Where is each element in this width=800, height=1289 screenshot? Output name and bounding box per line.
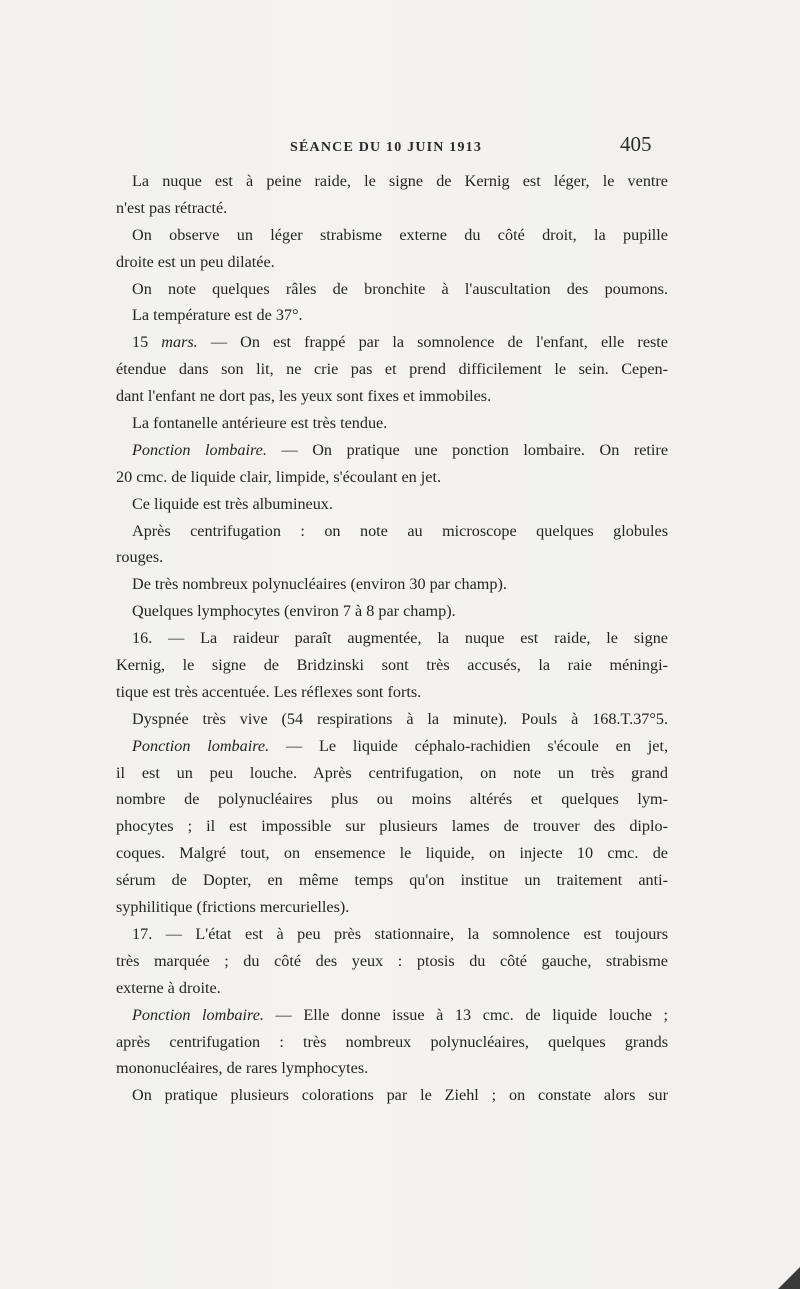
text-run: De très nombreux polynucléaires (environ 30 par champ). (132, 575, 507, 594)
text-run: Après centrifugation : on note au microscope quelques globules (132, 521, 668, 540)
text-run: La fontanelle antérieure est très tendue. (132, 414, 388, 433)
body-text (116, 168, 668, 1109)
text-run: La nuque est à peine raide, le signe de Kernig est léger, le ventre (132, 172, 668, 190)
text-line (116, 867, 668, 894)
text-run: n'est pas rétracté. (116, 198, 228, 217)
text-line (116, 733, 668, 760)
italic-run: Ponction lombaire. (132, 1005, 264, 1024)
text-run: droite est un peu dilatée. (116, 252, 275, 271)
text-line (116, 491, 668, 518)
text-line (116, 356, 668, 383)
text-run: il est un peu louche. Après centrifugation, on note un très grand (116, 763, 668, 782)
text-line (116, 410, 668, 437)
text-run: — On pratique une ponction lombaire. On retire (266, 440, 669, 459)
text-line (116, 276, 668, 303)
italic-run: mars. (161, 333, 198, 352)
text-run: — Le liquide céphalo-rachidien s'écoule en jet, (269, 736, 668, 755)
text-line (116, 571, 668, 598)
text-run: étendue dans son lit, ne crie pas et prend difficilement le sein. Cepen- (116, 360, 668, 379)
text-line (116, 894, 668, 921)
text-line (116, 302, 668, 329)
text-run: très marquée ; du côté des yeux : ptosis du côté gauche, strabisme (116, 951, 668, 970)
text-line (116, 437, 668, 464)
text-run: 16. — La raideur paraît augmentée, la nuque est raide, le signe (132, 629, 668, 648)
page-header (0, 132, 800, 160)
text-line (116, 222, 668, 249)
italic-run: Ponction lombaire. (132, 440, 267, 459)
text-run: coques. Malgré tout, on ensemence le liquide, on injecte 10 cmc. de (116, 844, 668, 863)
text-run: tique est très accentuée. Les réflexes sont forts. (116, 682, 422, 701)
italic-run: Ponction lombaire. (132, 736, 270, 755)
text-line (116, 1002, 668, 1029)
text-line (116, 625, 668, 652)
text-line (116, 760, 668, 787)
text-run: dant l'enfant ne dort pas, les yeux sont fixes et immobiles. (116, 387, 492, 406)
text-line (116, 948, 668, 975)
text-run: — Elle donne issue à 13 cmc. de liquide louche ; (263, 1005, 669, 1024)
text-line (116, 1055, 668, 1082)
text-run: On note quelques râles de bronchite à l'auscultation des poumons. (132, 279, 668, 298)
text-line (116, 383, 668, 410)
text-line (116, 706, 668, 733)
text-run: mononucléaires, de rares lymphocytes. (116, 1059, 369, 1078)
text-line (116, 813, 668, 840)
text-run: sérum de Dopter, en même temps qu'on institue un traitement anti- (116, 871, 668, 890)
text-run: 15 (132, 333, 162, 352)
text-line (116, 652, 668, 679)
text-run: — On est frappé par la somnolence de l'enfant, elle reste (197, 333, 668, 352)
text-run: La température est de 37°. (132, 306, 303, 325)
page-number: 405 (620, 132, 652, 156)
text-line (116, 168, 668, 195)
text-run: après centrifugation : très nombreux polynucléaires, quelques grands (116, 1032, 668, 1051)
text-run: Kernig, le signe de Bridzinski sont très accusés, la raie méningi- (116, 656, 668, 675)
text-line (116, 598, 668, 625)
text-line (116, 921, 668, 948)
text-line (116, 786, 668, 813)
text-run: On observe un léger strabisme externe du côté droit, la pupille (132, 225, 668, 244)
page-corner (778, 1267, 800, 1289)
text-run: externe à droite. (116, 978, 221, 997)
text-line (116, 329, 668, 356)
text-line (116, 544, 668, 571)
text-line (116, 518, 668, 545)
text-line (116, 195, 668, 222)
text-run: Ce liquide est très albumineux. (132, 494, 333, 513)
text-line (116, 249, 668, 276)
text-run: On pratique plusieurs colorations par le Ziehl ; on constate alors sur (132, 1086, 668, 1105)
text-run: nombre de polynucléaires plus ou moins altérés et quelques lym- (116, 790, 668, 809)
text-line (116, 975, 668, 1002)
text-line (116, 840, 668, 867)
text-line (116, 679, 668, 706)
text-line (116, 464, 668, 491)
text-run: syphilitique (frictions mercurielles). (116, 898, 350, 917)
text-run: phocytes ; il est impossible sur plusieurs lames de trouver des diplo- (116, 817, 668, 836)
text-run: Quelques lymphocytes (environ 7 à 8 par champ). (132, 602, 456, 621)
text-run: 17. — L'état est à peu près stationnaire, la somnolence est toujours (132, 924, 668, 943)
running-title: SÉANCE DU 10 JUIN 1913 (290, 140, 483, 155)
text-run: rouges. (116, 548, 164, 567)
text-line (116, 1082, 668, 1109)
text-run: 20 cmc. de liquide clair, limpide, s'écoulant en jet. (116, 467, 442, 486)
text-line (116, 1029, 668, 1056)
text-run: Dyspnée très vive (54 respirations à la minute). Pouls à 168.T.37°5. (132, 709, 668, 728)
